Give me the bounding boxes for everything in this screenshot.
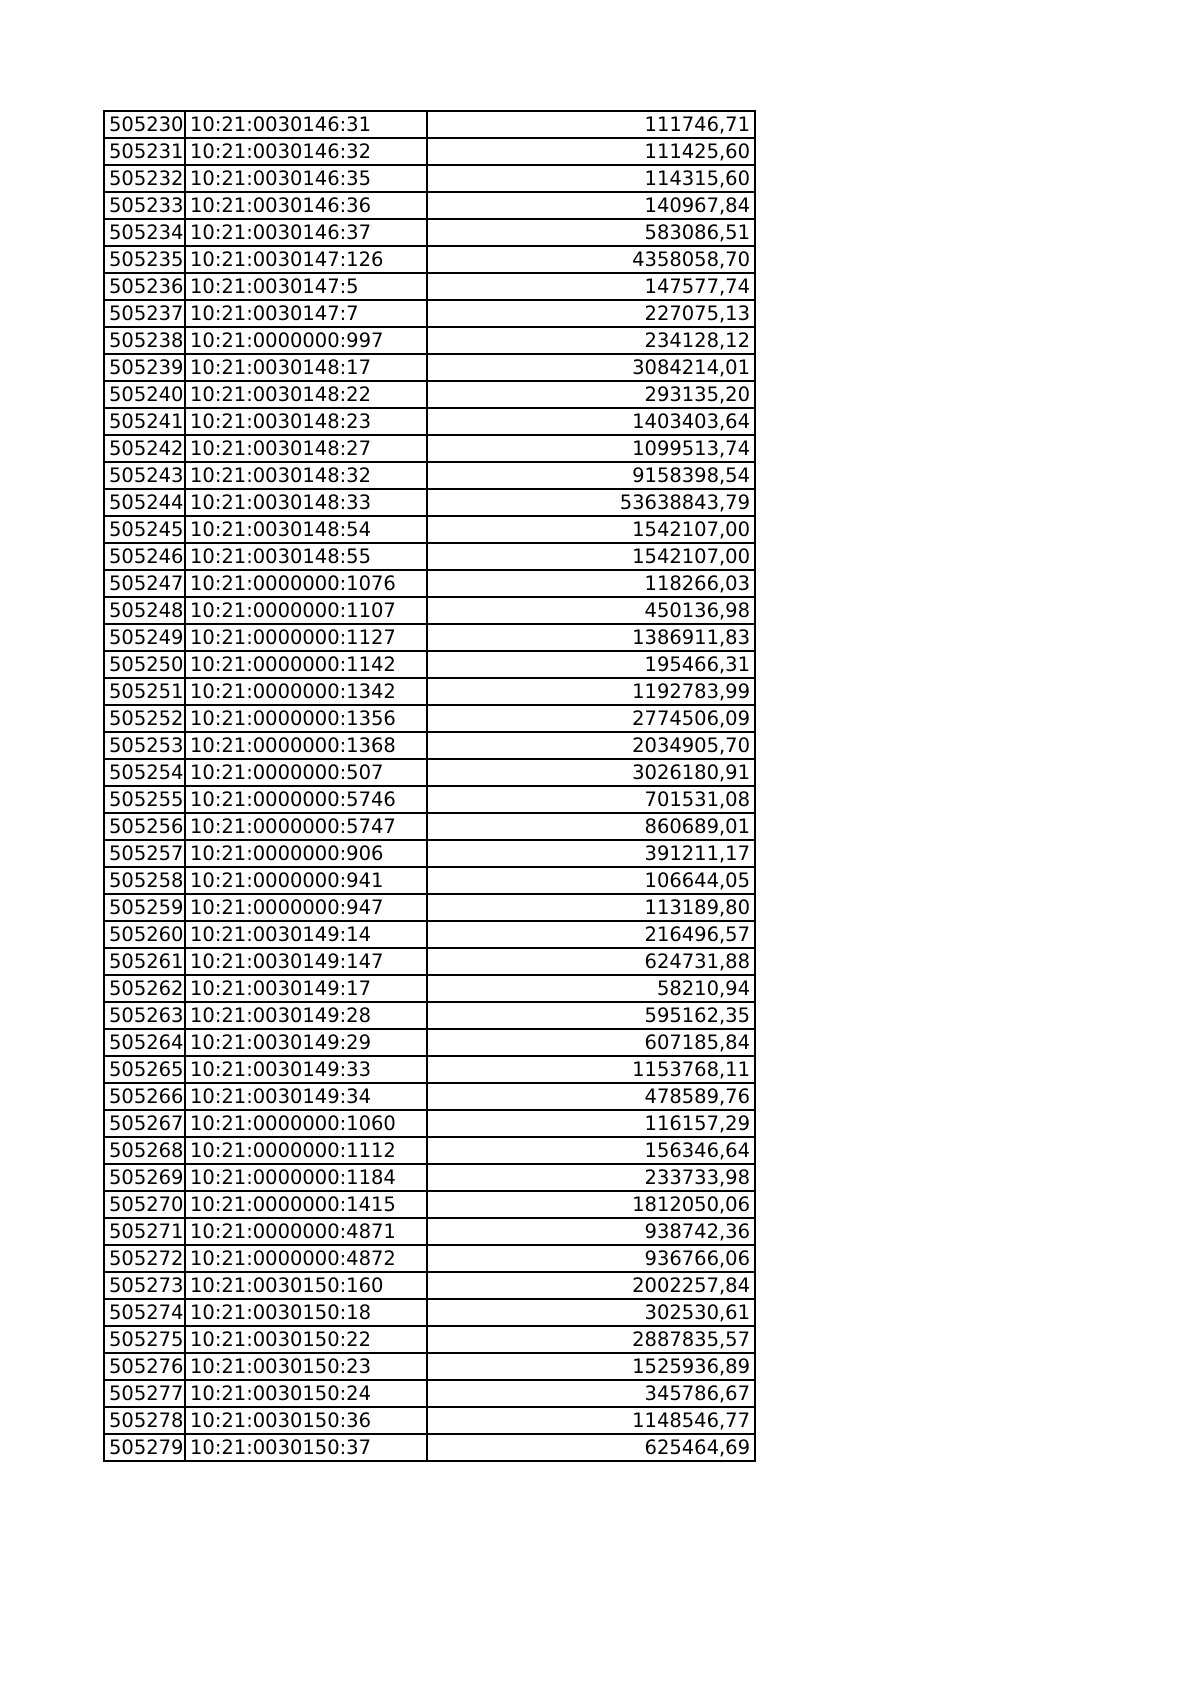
cadastral-number-cell: 10:21:0030148:33	[185, 489, 427, 516]
table-row	[104, 1002, 755, 1029]
row-id-cell: 505251	[104, 678, 185, 705]
row-id-cell: 505255	[104, 786, 185, 813]
cadastral-number-cell: 10:21:0000000:1076	[185, 570, 427, 597]
table-row	[104, 1056, 755, 1083]
cadastral-number-cell: 10:21:0030146:32	[185, 138, 427, 165]
table-row	[104, 732, 755, 759]
cadastral-number-cell: 10:21:0000000:1368	[185, 732, 427, 759]
value-cell: 53638843,79	[427, 489, 755, 516]
table-row	[104, 1218, 755, 1245]
row-id-cell: 505278	[104, 1407, 185, 1434]
row-id-cell: 505252	[104, 705, 185, 732]
value-cell: 111746,71	[427, 111, 755, 138]
cadastral-number-cell: 10:21:0030147:126	[185, 246, 427, 273]
row-id-cell: 505277	[104, 1380, 185, 1407]
value-cell: 116157,29	[427, 1110, 755, 1137]
value-cell: 938742,36	[427, 1218, 755, 1245]
row-id-cell: 505240	[104, 381, 185, 408]
value-cell: 607185,84	[427, 1029, 755, 1056]
value-cell: 2774506,09	[427, 705, 755, 732]
cadastral-number-cell: 10:21:0000000:1060	[185, 1110, 427, 1137]
table-row	[104, 138, 755, 165]
row-id-cell: 505272	[104, 1245, 185, 1272]
value-cell: 583086,51	[427, 219, 755, 246]
cadastral-number-cell: 10:21:0030148:27	[185, 435, 427, 462]
row-id-cell: 505234	[104, 219, 185, 246]
cadastral-number-cell: 10:21:0030149:28	[185, 1002, 427, 1029]
row-id-cell: 505268	[104, 1137, 185, 1164]
table-row	[104, 300, 755, 327]
table-row	[104, 1110, 755, 1137]
row-id-cell: 505243	[104, 462, 185, 489]
table-row	[104, 705, 755, 732]
cadastral-number-cell: 10:21:0030150:37	[185, 1434, 427, 1461]
row-id-cell: 505271	[104, 1218, 185, 1245]
value-cell: 106644,05	[427, 867, 755, 894]
value-cell: 9158398,54	[427, 462, 755, 489]
table-row	[104, 1434, 755, 1461]
cadastral-number-cell: 10:21:0030147:5	[185, 273, 427, 300]
value-cell: 147577,74	[427, 273, 755, 300]
table-row	[104, 543, 755, 570]
value-cell: 111425,60	[427, 138, 755, 165]
cadastral-number-cell: 10:21:0030148:17	[185, 354, 427, 381]
value-cell: 1386911,83	[427, 624, 755, 651]
row-id-cell: 505270	[104, 1191, 185, 1218]
table-row	[104, 1407, 755, 1434]
row-id-cell: 505239	[104, 354, 185, 381]
cadastral-number-cell: 10:21:0030150:36	[185, 1407, 427, 1434]
row-id-cell: 505247	[104, 570, 185, 597]
value-cell: 195466,31	[427, 651, 755, 678]
table-row	[104, 678, 755, 705]
table-row	[104, 111, 755, 138]
cadastral-number-cell: 10:21:0000000:5746	[185, 786, 427, 813]
cadastral-number-cell: 10:21:0000000:997	[185, 327, 427, 354]
table-row	[104, 246, 755, 273]
value-cell: 293135,20	[427, 381, 755, 408]
row-id-cell: 505231	[104, 138, 185, 165]
table-row	[104, 813, 755, 840]
row-id-cell: 505274	[104, 1299, 185, 1326]
row-id-cell: 505273	[104, 1272, 185, 1299]
value-cell: 1542107,00	[427, 543, 755, 570]
cadastral-number-cell: 10:21:0030150:23	[185, 1353, 427, 1380]
cadastral-number-cell: 10:21:0000000:5747	[185, 813, 427, 840]
table-row	[104, 273, 755, 300]
table-row	[104, 1353, 755, 1380]
table-row	[104, 921, 755, 948]
value-cell: 2002257,84	[427, 1272, 755, 1299]
value-cell: 1148546,77	[427, 1407, 755, 1434]
table-row	[104, 570, 755, 597]
table-row	[104, 624, 755, 651]
value-cell: 2887835,57	[427, 1326, 755, 1353]
cadastral-number-cell: 10:21:0000000:1127	[185, 624, 427, 651]
cadastral-number-cell: 10:21:0030149:14	[185, 921, 427, 948]
table-row	[104, 1380, 755, 1407]
table-row	[104, 219, 755, 246]
cadastral-number-cell: 10:21:0030146:36	[185, 192, 427, 219]
table-row	[104, 1326, 755, 1353]
table-row	[104, 597, 755, 624]
row-id-cell: 505241	[104, 408, 185, 435]
table-row	[104, 408, 755, 435]
row-id-cell: 505232	[104, 165, 185, 192]
cadastral-number-cell: 10:21:0030150:24	[185, 1380, 427, 1407]
cadastral-number-cell: 10:21:0000000:4871	[185, 1218, 427, 1245]
row-id-cell: 505258	[104, 867, 185, 894]
row-id-cell: 505260	[104, 921, 185, 948]
row-id-cell: 505267	[104, 1110, 185, 1137]
table-row	[104, 354, 755, 381]
table-row	[104, 381, 755, 408]
value-cell: 216496,57	[427, 921, 755, 948]
row-id-cell: 505261	[104, 948, 185, 975]
cadastral-number-cell: 10:21:0030146:31	[185, 111, 427, 138]
cadastral-number-cell: 10:21:0000000:1142	[185, 651, 427, 678]
value-cell: 1099513,74	[427, 435, 755, 462]
cadastral-number-cell: 10:21:0000000:947	[185, 894, 427, 921]
row-id-cell: 505230	[104, 111, 185, 138]
row-id-cell: 505253	[104, 732, 185, 759]
row-id-cell: 505233	[104, 192, 185, 219]
table-row	[104, 894, 755, 921]
row-id-cell: 505279	[104, 1434, 185, 1461]
row-id-cell: 505263	[104, 1002, 185, 1029]
cadastral-number-cell: 10:21:0000000:1342	[185, 678, 427, 705]
cadastral-number-cell: 10:21:0030148:55	[185, 543, 427, 570]
row-id-cell: 505259	[104, 894, 185, 921]
value-cell: 4358058,70	[427, 246, 755, 273]
cadastral-number-cell: 10:21:0000000:1107	[185, 597, 427, 624]
value-cell: 156346,64	[427, 1137, 755, 1164]
value-cell: 701531,08	[427, 786, 755, 813]
row-id-cell: 505266	[104, 1083, 185, 1110]
table-row	[104, 516, 755, 543]
cadastral-number-cell: 10:21:0030150:18	[185, 1299, 427, 1326]
row-id-cell: 505235	[104, 246, 185, 273]
value-cell: 936766,06	[427, 1245, 755, 1272]
value-cell: 345786,67	[427, 1380, 755, 1407]
table-row	[104, 165, 755, 192]
row-id-cell: 505276	[104, 1353, 185, 1380]
value-cell: 227075,13	[427, 300, 755, 327]
value-cell: 1153768,11	[427, 1056, 755, 1083]
cadastral-number-cell: 10:21:0030148:32	[185, 462, 427, 489]
document-page	[103, 110, 756, 1462]
row-id-cell: 505262	[104, 975, 185, 1002]
value-cell: 234128,12	[427, 327, 755, 354]
row-id-cell: 505257	[104, 840, 185, 867]
value-cell: 1403403,64	[427, 408, 755, 435]
row-id-cell: 505264	[104, 1029, 185, 1056]
table-body	[104, 111, 755, 1461]
value-cell: 450136,98	[427, 597, 755, 624]
cadastral-number-cell: 10:21:0000000:941	[185, 867, 427, 894]
cadastral-number-cell: 10:21:0030148:23	[185, 408, 427, 435]
row-id-cell: 505254	[104, 759, 185, 786]
value-cell: 2034905,70	[427, 732, 755, 759]
row-id-cell: 505236	[104, 273, 185, 300]
value-cell: 3084214,01	[427, 354, 755, 381]
cadastral-number-cell: 10:21:0000000:507	[185, 759, 427, 786]
table-row	[104, 1272, 755, 1299]
row-id-cell: 505275	[104, 1326, 185, 1353]
row-id-cell: 505250	[104, 651, 185, 678]
row-id-cell: 505245	[104, 516, 185, 543]
table-row	[104, 1191, 755, 1218]
value-cell: 1812050,06	[427, 1191, 755, 1218]
row-id-cell: 505242	[104, 435, 185, 462]
cadastral-number-cell: 10:21:0030149:147	[185, 948, 427, 975]
table-row	[104, 975, 755, 1002]
row-id-cell: 505237	[104, 300, 185, 327]
cadastral-number-cell: 10:21:0000000:1415	[185, 1191, 427, 1218]
cadastral-number-cell: 10:21:0000000:4872	[185, 1245, 427, 1272]
cadastral-number-cell: 10:21:0030147:7	[185, 300, 427, 327]
cadastral-number-cell: 10:21:0030148:22	[185, 381, 427, 408]
table-row	[104, 435, 755, 462]
row-id-cell: 505238	[104, 327, 185, 354]
table-row	[104, 1164, 755, 1191]
table-row	[104, 948, 755, 975]
value-cell: 113189,80	[427, 894, 755, 921]
value-cell: 1192783,99	[427, 678, 755, 705]
row-id-cell: 505249	[104, 624, 185, 651]
value-cell: 1542107,00	[427, 516, 755, 543]
row-id-cell: 505244	[104, 489, 185, 516]
row-id-cell: 505265	[104, 1056, 185, 1083]
value-cell: 233733,98	[427, 1164, 755, 1191]
table-row	[104, 1245, 755, 1272]
cadastral-number-cell: 10:21:0030149:17	[185, 975, 427, 1002]
value-cell: 860689,01	[427, 813, 755, 840]
value-cell: 140967,84	[427, 192, 755, 219]
value-cell: 114315,60	[427, 165, 755, 192]
table-row	[104, 1299, 755, 1326]
cadastral-number-cell: 10:21:0030149:29	[185, 1029, 427, 1056]
cadastral-number-cell: 10:21:0030150:160	[185, 1272, 427, 1299]
value-cell: 624731,88	[427, 948, 755, 975]
table-row	[104, 867, 755, 894]
cadastral-number-cell: 10:21:0030150:22	[185, 1326, 427, 1353]
value-cell: 1525936,89	[427, 1353, 755, 1380]
cadastral-number-cell: 10:21:0030146:37	[185, 219, 427, 246]
row-id-cell: 505248	[104, 597, 185, 624]
table-row	[104, 489, 755, 516]
table-row	[104, 192, 755, 219]
value-cell: 595162,35	[427, 1002, 755, 1029]
cadastral-number-cell: 10:21:0000000:906	[185, 840, 427, 867]
row-id-cell: 505256	[104, 813, 185, 840]
table-row	[104, 1083, 755, 1110]
value-cell: 58210,94	[427, 975, 755, 1002]
row-id-cell: 505269	[104, 1164, 185, 1191]
table-row	[104, 759, 755, 786]
value-cell: 302530,61	[427, 1299, 755, 1326]
cadastral-number-cell: 10:21:0030146:35	[185, 165, 427, 192]
cadastral-number-cell: 10:21:0030149:33	[185, 1056, 427, 1083]
cadastral-value-table	[103, 110, 756, 1462]
value-cell: 478589,76	[427, 1083, 755, 1110]
cadastral-number-cell: 10:21:0000000:1184	[185, 1164, 427, 1191]
table-row	[104, 786, 755, 813]
value-cell: 391211,17	[427, 840, 755, 867]
value-cell: 3026180,91	[427, 759, 755, 786]
value-cell: 118266,03	[427, 570, 755, 597]
row-id-cell: 505246	[104, 543, 185, 570]
cadastral-number-cell: 10:21:0030148:54	[185, 516, 427, 543]
cadastral-number-cell: 10:21:0000000:1112	[185, 1137, 427, 1164]
value-cell: 625464,69	[427, 1434, 755, 1461]
table-row	[104, 651, 755, 678]
cadastral-number-cell: 10:21:0030149:34	[185, 1083, 427, 1110]
table-row	[104, 1029, 755, 1056]
table-row	[104, 462, 755, 489]
table-row	[104, 840, 755, 867]
cadastral-number-cell: 10:21:0000000:1356	[185, 705, 427, 732]
table-row	[104, 1137, 755, 1164]
table-row	[104, 327, 755, 354]
